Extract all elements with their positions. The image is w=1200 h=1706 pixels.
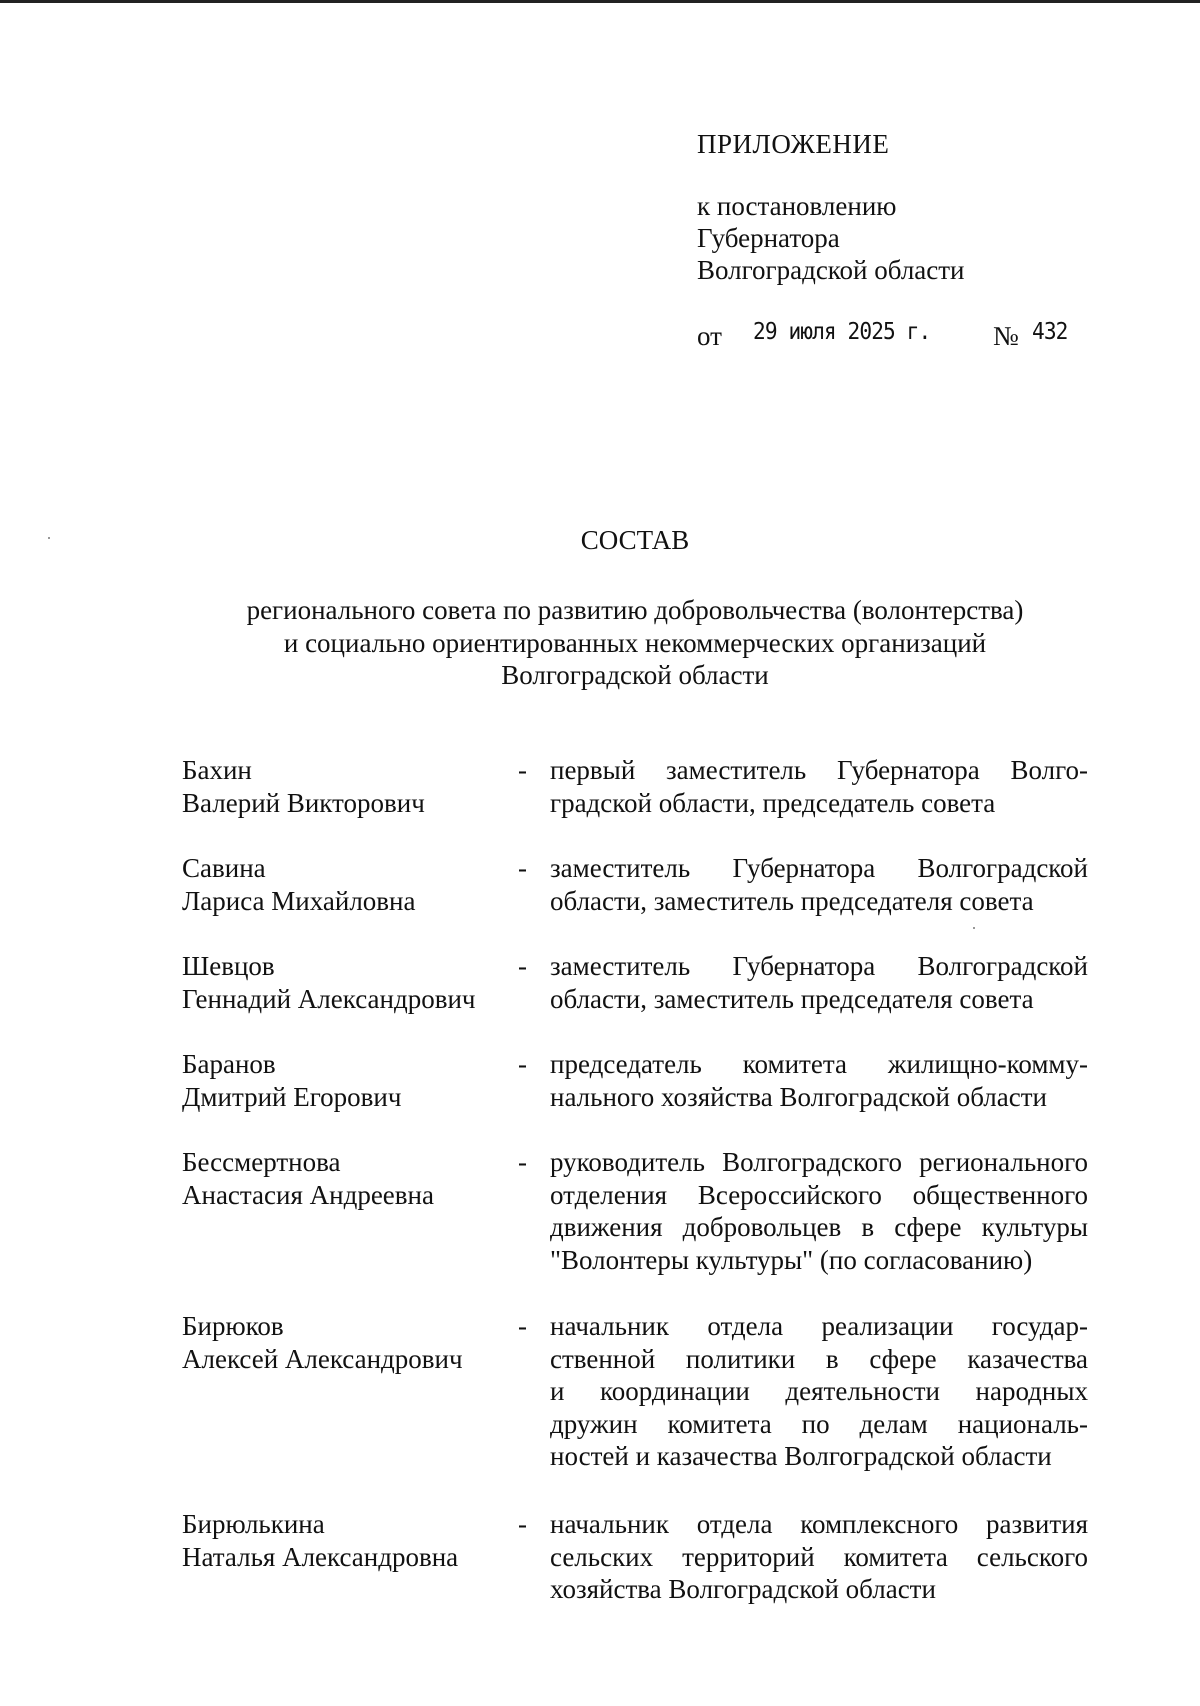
scan-top-edge — [0, 0, 1200, 3]
member-dash: - — [518, 853, 527, 883]
member-given-names: Дмитрий Егорович — [182, 1081, 402, 1112]
role-line: первый заместитель Губернатора Волго- — [550, 755, 1088, 785]
role-line: движения добровольцев в сфере культуры — [550, 1212, 1088, 1242]
member-surname: Баранов — [182, 1049, 276, 1079]
member-surname: Шевцов — [182, 951, 275, 981]
member-role — [550, 852, 1088, 917]
member-dash: - — [518, 755, 527, 785]
role-line: области, заместитель председателя совета — [550, 885, 1034, 916]
decree-number: 432 — [1032, 319, 1068, 345]
role-line: дружин комитета по делам националь- — [550, 1408, 1088, 1439]
member-given-names: Анастасия Андреевна — [182, 1179, 434, 1210]
role-line: градской области, председатель совета — [550, 787, 996, 818]
scan-speck — [973, 927, 975, 929]
member-role — [550, 754, 1088, 819]
member-dash: - — [518, 1147, 527, 1177]
member-surname: Бахин — [182, 755, 252, 785]
member-surname: Савина — [182, 853, 266, 883]
appendix-reference-line: Губернатора — [697, 223, 840, 253]
member-name — [182, 1146, 502, 1211]
role-line: заместитель Губернатора Волгоградской — [550, 951, 1088, 981]
appendix-dateline — [697, 316, 1068, 351]
appendix-block — [697, 128, 1068, 351]
date-prefix: от — [697, 321, 722, 351]
member-name — [182, 1048, 502, 1113]
role-line: председатель комитета жилищно-комму- — [550, 1049, 1088, 1079]
role-line: руководитель Волгоградского регионального — [550, 1147, 1088, 1177]
role-line: нального хозяйства Волгоградской области — [550, 1081, 1047, 1112]
member-role — [550, 1048, 1088, 1113]
member-dash: - — [518, 951, 527, 981]
role-line: отделения Всероссийского общественного — [550, 1179, 1088, 1210]
member-given-names: Наталья Александровна — [182, 1541, 459, 1572]
member-name — [182, 754, 502, 819]
member-name — [182, 852, 502, 917]
member-given-names: Лариса Михайловна — [182, 885, 416, 916]
member-dash: - — [518, 1311, 527, 1341]
document-title: СОСТАВ — [580, 525, 690, 555]
member-surname: Бирюлькина — [182, 1509, 325, 1539]
member-surname: Бессмертнова — [182, 1147, 341, 1177]
role-line: начальник отдела реализации государ- — [550, 1311, 1088, 1341]
subtitle-line: Волгоградской области — [501, 660, 769, 690]
role-line: начальник отдела комплексного развития — [550, 1509, 1088, 1539]
role-line: области, заместитель председателя совета — [550, 983, 1034, 1014]
subtitle-line: регионального совета по развитию добровольчества (волонтерства) — [246, 595, 1024, 625]
appendix-reference — [697, 190, 965, 286]
role-line: заместитель Губернатора Волгоградской — [550, 853, 1088, 883]
number-sign: № — [993, 321, 1019, 351]
member-name — [182, 950, 502, 1015]
appendix-reference-line: к постановлению — [697, 191, 897, 221]
role-line: "Волонтеры культуры" (по согласованию) — [550, 1244, 1033, 1275]
member-name — [182, 1508, 502, 1573]
member-given-names: Геннадий Александрович — [182, 983, 476, 1014]
role-line: хозяйства Волгоградской области — [550, 1574, 936, 1604]
role-line: ственной политики в сфере казачества — [550, 1343, 1088, 1374]
document-subtitle — [0, 594, 1200, 692]
member-dash: - — [518, 1509, 527, 1539]
member-role — [550, 1508, 1088, 1606]
member-role — [550, 1146, 1088, 1276]
role-line: ностей и казачества Волгоградской области — [550, 1441, 1052, 1471]
appendix-title: ПРИЛОЖЕНИЕ — [697, 129, 890, 159]
decree-date: 29 июля 2025 г. — [753, 319, 931, 345]
role-line: сельских территорий комитета сельского — [550, 1541, 1088, 1572]
appendix-reference-line: Волгоградской области — [697, 255, 965, 285]
scan-speck — [48, 537, 50, 539]
member-given-names: Валерий Викторович — [182, 787, 425, 818]
member-given-names: Алексей Александрович — [182, 1343, 463, 1374]
member-dash: - — [518, 1049, 527, 1079]
member-role — [550, 1310, 1088, 1473]
member-name — [182, 1310, 502, 1375]
role-line: и координации деятельности народных — [550, 1376, 1088, 1406]
member-surname: Бирюков — [182, 1311, 284, 1341]
member-role — [550, 950, 1088, 1015]
subtitle-line: и социально ориентированных некоммерческих организаций — [283, 627, 987, 658]
